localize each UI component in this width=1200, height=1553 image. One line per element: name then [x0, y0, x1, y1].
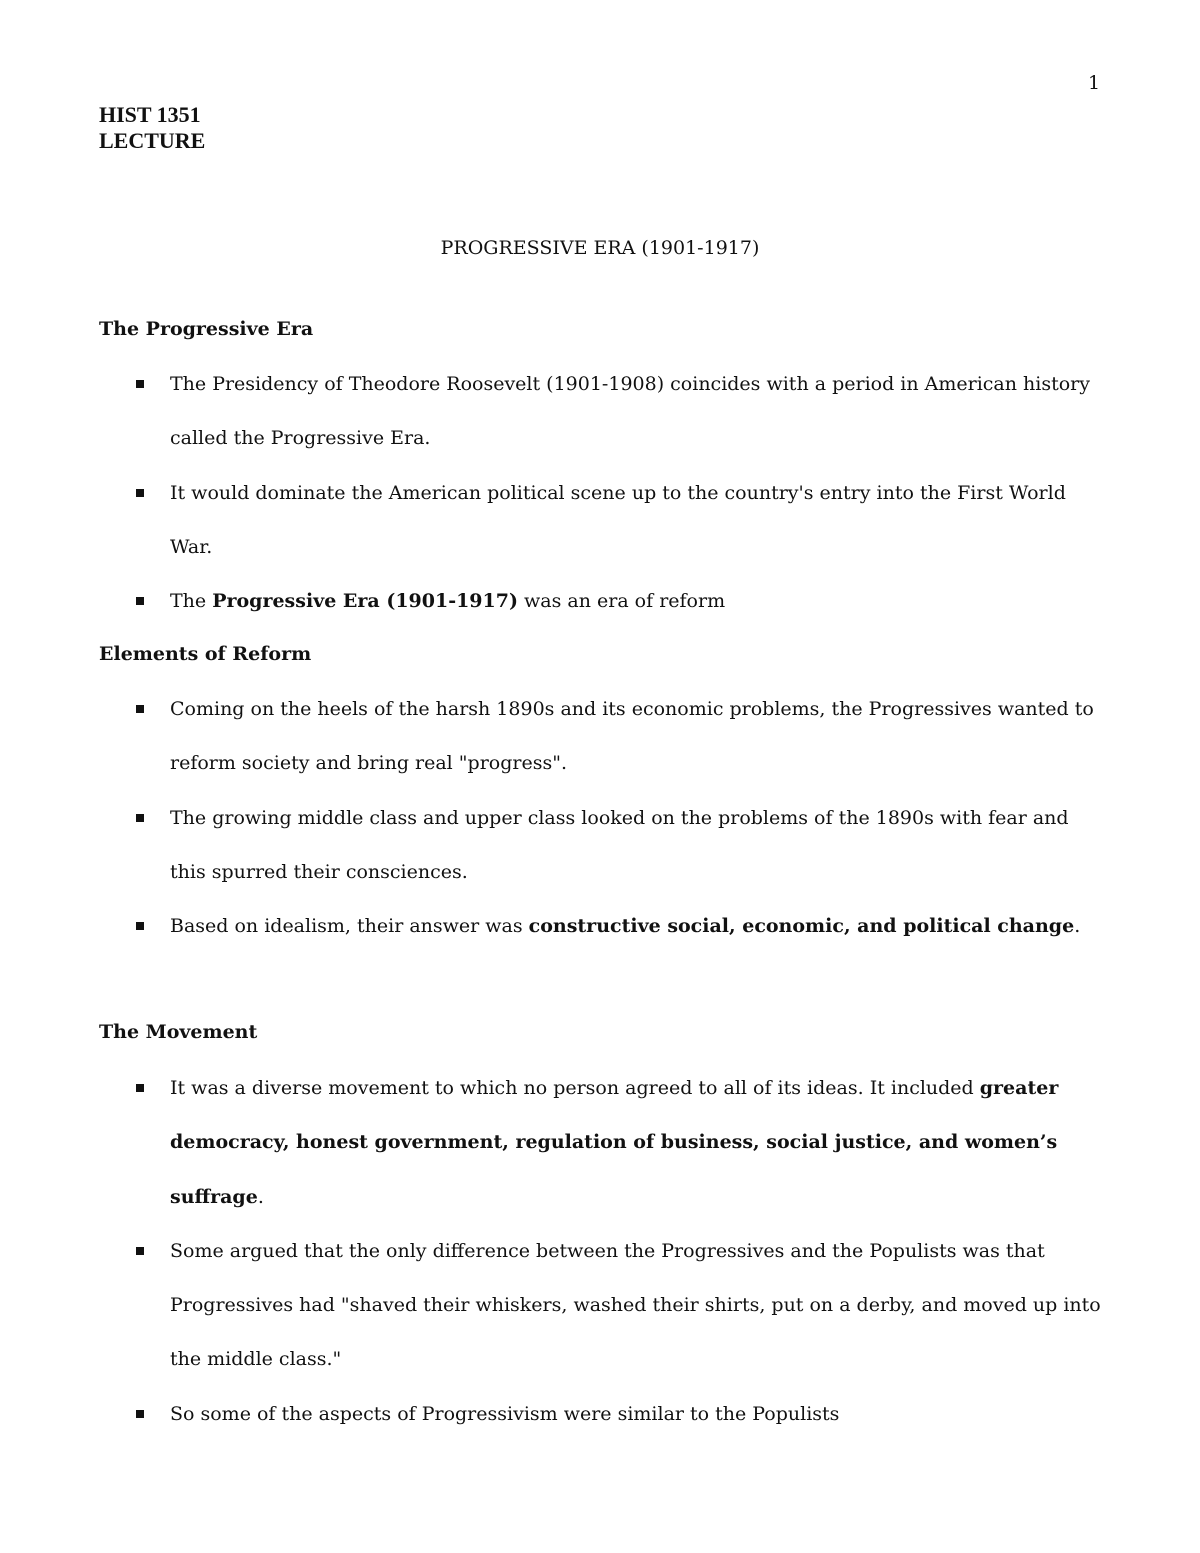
- section-heading-progressive-era: The Progressive Era: [99, 318, 314, 340]
- section-heading-the-movement: The Movement: [99, 1021, 258, 1043]
- square-bullet-icon: [136, 705, 144, 713]
- square-bullet-icon: [136, 489, 144, 497]
- square-bullet-icon: [136, 1410, 144, 1418]
- list-item: It was a diverse movement to which no person agreed to all of its ideas. It included greater democracy, honest government, regulation of business, social justice, and women’s suffrage.: [0, 1061, 1110, 1224]
- square-bullet-icon: [136, 814, 144, 822]
- emphasis-text: Progressive Era (1901-1917): [212, 590, 518, 613]
- page-number: 1: [1088, 72, 1101, 94]
- document-title: PROGRESSIVE ERA (1901-1917): [440, 237, 760, 259]
- list-item: So some of the aspects of Progressivism were similar to the Populists: [0, 1387, 1110, 1441]
- list-item: Based on idealism, their answer was constructive social, economic, and political change.: [0, 899, 1110, 953]
- course-type: LECTURE: [99, 128, 206, 153]
- section-heading-elements-of-reform: Elements of Reform: [99, 643, 312, 665]
- square-bullet-icon: [136, 380, 144, 388]
- course-code: HIST 1351: [99, 102, 201, 127]
- section-list-progressive-era: [0, 357, 1110, 628]
- list-item: The growing middle class and upper class looked on the problems of the 1890s with fear and this spurred their consciences.: [0, 791, 1110, 900]
- emphasis-text: constructive social, economic, and political change: [528, 915, 1075, 938]
- course-header: [99, 102, 205, 154]
- list-item: Coming on the heels of the harsh 1890s and its economic problems, the Progressives wanted to reform society and bring real "progress".: [0, 682, 1110, 791]
- square-bullet-icon: [136, 1084, 144, 1092]
- square-bullet-icon: [136, 1247, 144, 1255]
- section-list-the-movement: [0, 1061, 1110, 1441]
- list-item: The Progressive Era (1901-1917) was an era of reform: [0, 574, 1110, 628]
- square-bullet-icon: [136, 922, 144, 930]
- section-list-elements-of-reform: [0, 682, 1110, 953]
- list-item: Some argued that the only difference between the Progressives and the Populists was that Progressives had "shaved their whiskers, washed their shirts, put on a derby, and moved up into the middle class.": [0, 1224, 1110, 1387]
- list-item: It would dominate the American political scene up to the country's entry into the First World War.: [0, 466, 1110, 575]
- square-bullet-icon: [136, 597, 144, 605]
- emphasis-text: greater democracy, honest government, regulation of business, social justice, and women’s suffrage: [170, 1077, 1059, 1208]
- list-item: The Presidency of Theodore Roosevelt (1901-1908) coincides with a period in American history called the Progressive Era.: [0, 357, 1110, 466]
